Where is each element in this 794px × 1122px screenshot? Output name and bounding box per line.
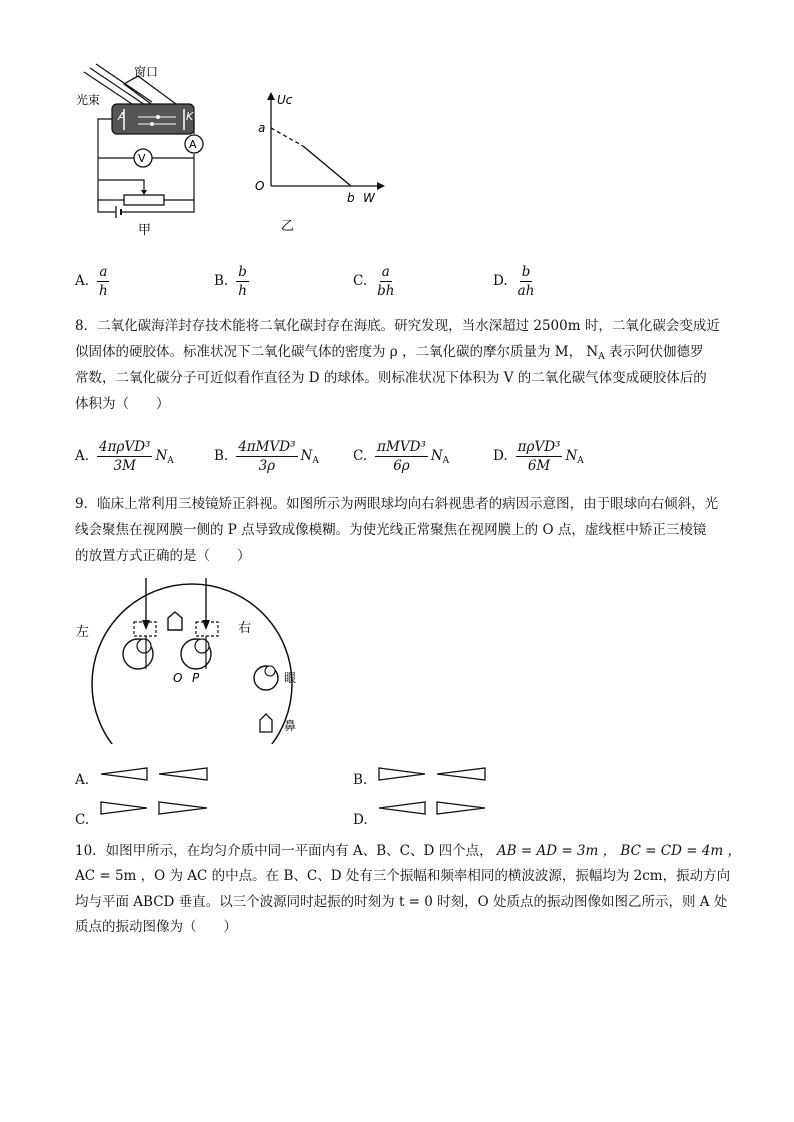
q10-line-3: 均与平面 ABCD 垂直。以三个波源同时起振的时刻为 t = 0 时刻，O 处质点的振动图像如图乙所示，则 A 处 bbox=[75, 894, 728, 910]
numerator: b bbox=[238, 264, 247, 280]
q8-option-c[interactable] bbox=[353, 439, 449, 474]
electron-dot bbox=[156, 115, 160, 119]
q10-line-2: AC = 5m ，O 为 AC 的中点。在 B、C、D 处有三个振幅和频率相同的横波波源，振幅均为 2cm，振动方向 bbox=[75, 868, 731, 884]
option-label: B. bbox=[214, 448, 229, 464]
avogadro-symbol: N bbox=[300, 448, 313, 464]
caption-yi: 乙 bbox=[281, 219, 295, 234]
q9-line-2: 线会聚焦在视网膜一侧的 P 点导致成像模糊。为使光线正常聚焦在视网膜上的 O 点，虚线框中矫正三棱镜 bbox=[75, 522, 707, 538]
numerator: b bbox=[521, 264, 531, 280]
q8-line-2-tail: 表示阿伏伽德罗 bbox=[604, 344, 704, 360]
q8-line-3: 常数，二氧化碳分子可近似看作直径为 D 的球体。则标准状况下体积为 V 的二氧化碳气体变成硬胶体后的 bbox=[75, 370, 707, 386]
numerator: a bbox=[99, 264, 108, 280]
label-point-a: a bbox=[258, 121, 266, 135]
label-x-axis: W bbox=[363, 191, 375, 205]
label-guangshu: 光束 bbox=[76, 93, 101, 107]
extrapolated-line bbox=[271, 128, 303, 146]
denominator: 6ρ bbox=[393, 458, 410, 474]
label-y-axis: Uc bbox=[277, 93, 293, 107]
denominator: h bbox=[99, 283, 108, 299]
denominator: 3M bbox=[113, 458, 136, 474]
label-left: 左 bbox=[76, 625, 90, 640]
prism-pair-a bbox=[99, 764, 219, 784]
fraction bbox=[375, 264, 396, 299]
q8-option-d[interactable] bbox=[493, 439, 584, 474]
numerator: 4πMVD³ bbox=[238, 439, 296, 455]
avogadro-symbol: N bbox=[565, 448, 578, 464]
fraction bbox=[516, 439, 563, 474]
q9-option-b[interactable] bbox=[353, 772, 367, 788]
fraction bbox=[236, 439, 297, 474]
label-a-electrode: A bbox=[118, 110, 126, 123]
prism-right bbox=[437, 802, 485, 814]
numerator: 4πρVD³ bbox=[99, 439, 151, 455]
q8-option-b[interactable] bbox=[214, 439, 319, 474]
q8-na-subscript: A bbox=[598, 352, 605, 362]
fraction bbox=[97, 439, 152, 474]
label-right: 右 bbox=[238, 621, 252, 636]
q9-line-1: 9．临床上常利用三棱镜矫正斜视。如图所示为两眼球均向右斜视患者的病因示意图，由于眼球向右倾斜，光 bbox=[75, 496, 719, 512]
prism-right bbox=[159, 802, 207, 814]
figure-eyes bbox=[72, 574, 332, 744]
option-label: A. bbox=[75, 273, 90, 289]
q10-line-1-text: 10．如图甲所示，在均匀介质中同一平面内有 A、B、C、D 四个点， bbox=[75, 843, 493, 859]
legend-eye-label: 眼 bbox=[284, 671, 297, 685]
q10-line-4: 质点的振动图像为（ ） bbox=[75, 919, 237, 935]
denominator: h bbox=[238, 283, 247, 299]
avogadro-subscript: A bbox=[577, 456, 584, 466]
option-label: D. bbox=[493, 273, 508, 289]
q7-option-d[interactable] bbox=[493, 264, 536, 299]
q9-line-3: 的放置方式正确的是（ ） bbox=[75, 548, 251, 564]
label-origin: O bbox=[255, 179, 265, 193]
fraction bbox=[375, 439, 428, 474]
prism-pair-c bbox=[99, 798, 219, 818]
numerator: πMVD³ bbox=[377, 439, 426, 455]
y-axis-arrow bbox=[267, 92, 275, 100]
fraction bbox=[97, 264, 110, 299]
legend-lens-icon bbox=[265, 666, 275, 676]
caption-jia: 甲 bbox=[138, 223, 152, 238]
prism-right bbox=[437, 768, 485, 780]
lens-left bbox=[137, 639, 151, 653]
slider-arrow bbox=[141, 190, 147, 195]
option-label: A. bbox=[75, 448, 90, 464]
prism-left bbox=[379, 768, 425, 780]
label-p: P bbox=[192, 671, 200, 685]
q8-line-2 bbox=[75, 340, 704, 362]
q8-line-1: 8．二氧化碳海洋封存技术能将二氧化碳封存在海底。研究发现，当水深超过 2500m 时，二氧化碳会变成近 bbox=[75, 318, 720, 334]
wire bbox=[98, 119, 112, 200]
voltmeter-label: V bbox=[138, 152, 146, 165]
uc-w-line bbox=[303, 146, 351, 186]
label-k-electrode: K bbox=[186, 110, 194, 123]
option-label: C. bbox=[353, 448, 368, 464]
label-chuangkou: 窗口 bbox=[134, 65, 159, 79]
prism-left bbox=[101, 802, 147, 814]
electron-dot bbox=[150, 122, 154, 126]
q7-option-a[interactable] bbox=[75, 264, 110, 299]
numerator: a bbox=[381, 264, 390, 280]
q9-option-d[interactable] bbox=[353, 812, 368, 828]
label-o: O bbox=[173, 671, 183, 685]
denominator: ah bbox=[517, 283, 535, 299]
lens-right bbox=[195, 639, 209, 653]
numerator: πρVD³ bbox=[517, 439, 561, 455]
q8-line-4: 体积为（ ） bbox=[75, 396, 170, 412]
prism-left bbox=[101, 768, 147, 780]
option-label: A. bbox=[75, 772, 90, 788]
q7-option-c[interactable] bbox=[353, 264, 396, 299]
avogadro-subscript: A bbox=[442, 456, 450, 466]
q9-option-c[interactable] bbox=[75, 812, 89, 828]
option-label: D. bbox=[353, 812, 368, 828]
prism-pair-d bbox=[377, 798, 497, 818]
q10-line-1 bbox=[75, 839, 741, 859]
denominator: 3ρ bbox=[258, 458, 276, 474]
option-label: C. bbox=[75, 812, 90, 828]
avogadro-symbol: N bbox=[430, 448, 443, 464]
option-label: B. bbox=[353, 772, 368, 788]
figure-jia-circuit bbox=[72, 62, 222, 242]
wire bbox=[98, 200, 116, 212]
fraction bbox=[236, 264, 249, 299]
nose-shape bbox=[168, 612, 182, 630]
option-label: B. bbox=[214, 273, 229, 289]
rheostat bbox=[124, 195, 164, 205]
q8-line-2-text: 似固体的硬胶体。标准状况下二氧化碳气体的密度为 ρ ，二氧化碳的摩尔质量为 M， N bbox=[75, 344, 599, 360]
legend-nose-icon bbox=[260, 714, 272, 732]
denominator: bh bbox=[377, 283, 395, 299]
x-axis-arrow bbox=[377, 182, 385, 190]
prism-right bbox=[159, 768, 207, 780]
label-point-b: b bbox=[347, 191, 355, 205]
fraction bbox=[516, 264, 537, 299]
legend-nose-label: 鼻 bbox=[284, 719, 297, 733]
prism-left bbox=[379, 802, 425, 814]
wire bbox=[98, 180, 144, 186]
avogadro-subscript: A bbox=[167, 456, 174, 466]
avogadro-subscript: A bbox=[312, 456, 319, 466]
q8-option-a[interactable] bbox=[75, 439, 174, 474]
figure-yi-graph bbox=[245, 88, 395, 238]
option-label: C. bbox=[353, 273, 368, 289]
avogadro-symbol: N bbox=[155, 448, 168, 464]
q10-line-1-math: AB = AD = 3m ， BC = CD = 4m ， bbox=[496, 843, 742, 859]
option-label: D. bbox=[493, 448, 508, 464]
q7-option-b[interactable] bbox=[214, 264, 249, 299]
prism-pair-b bbox=[377, 764, 497, 784]
ammeter-label: A bbox=[189, 138, 197, 151]
q9-option-a[interactable] bbox=[75, 772, 89, 788]
denominator: 6M bbox=[527, 458, 551, 474]
